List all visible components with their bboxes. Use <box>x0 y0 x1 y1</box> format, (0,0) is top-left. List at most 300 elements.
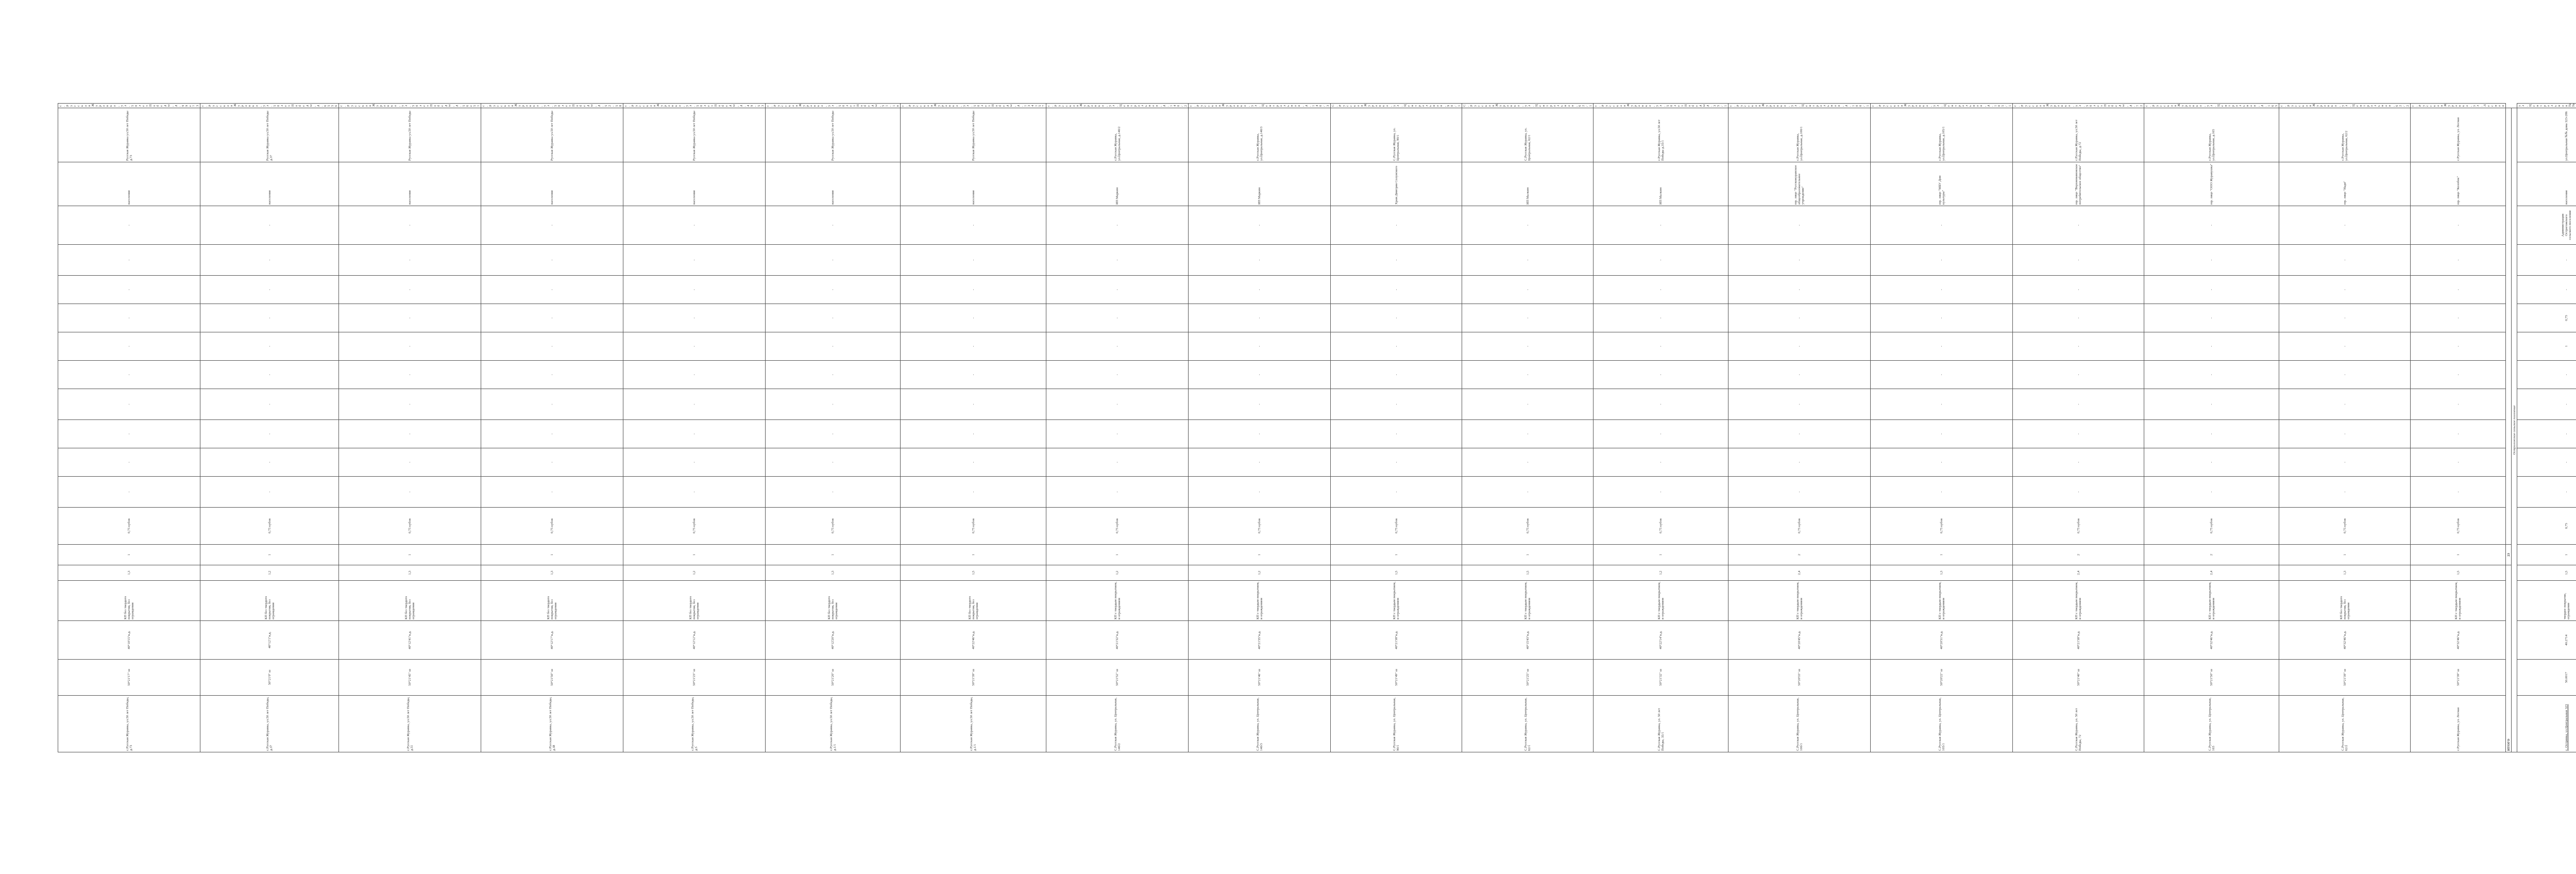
container-count-cell: 1 <box>1462 545 1594 565</box>
empty-value-cell: - <box>766 389 901 420</box>
surface-type-cell: КП без твердого покрытия, без ограждения <box>623 581 766 621</box>
longitude-cell: 40°32'46"в.д. <box>2411 621 2506 660</box>
empty-value-cell: - <box>623 245 766 276</box>
empty-value-cell: - <box>2411 420 2506 448</box>
owner-cell: ИП Малкин <box>1594 162 1728 206</box>
area-cell: 1,5 <box>1462 565 1594 581</box>
planned-count-cell: - <box>1462 332 1594 361</box>
latitude-cell: 50°21'39" ш <box>2279 660 2411 696</box>
empty-value-cell: - <box>200 420 339 448</box>
waste-source-cell: с.Русская Журавка, ул.Центральная, д.165 <box>2144 108 2279 162</box>
owner-admin-cell: - <box>1046 206 1189 245</box>
planned-volume-cell: - <box>58 304 200 332</box>
container-count-cell: 2 <box>2144 545 2279 565</box>
site-address-cell: С.Русская Журавка, ул. Центральная, 100/1 <box>1728 696 1871 752</box>
empty-value-cell: - <box>623 389 766 420</box>
table-row <box>2411 104 2506 752</box>
surface-type-cell: КП без твердого покрытия, без ограждения <box>766 581 901 621</box>
area-cell: 2,4 <box>2144 565 2279 581</box>
empty-value-cell: - <box>1728 245 1871 276</box>
table-row <box>2517 104 2576 752</box>
empty-value-cell: - <box>2144 477 2279 508</box>
empty-value-cell: - <box>2279 477 2411 508</box>
owner-admin-cell: - <box>1462 206 1594 245</box>
planned-volume-cell: - <box>1871 304 2013 332</box>
empty-value-cell: - <box>1871 361 2013 389</box>
area-cell: 1,2 <box>1189 565 1331 581</box>
site-address-cell: С.Русская Журавка, ул. Центральная, 90/1 <box>1331 696 1462 752</box>
empty-value-cell: - <box>2517 477 2576 508</box>
area-cell: 1,3 <box>58 565 200 581</box>
container-volume-cell: 0,75 кубов <box>1871 508 2013 545</box>
empty-value-cell: - <box>1462 420 1594 448</box>
owner-admin-cell: Администрация Острогожского сельского поселения <box>2517 206 2576 245</box>
empty-value-cell: - <box>901 245 1046 276</box>
owner-admin-cell: - <box>623 206 766 245</box>
planned-volume-cell: - <box>1728 304 1871 332</box>
empty-value-cell: - <box>1331 448 1462 477</box>
empty-value-cell: - <box>1594 276 1728 304</box>
latitude-cell: 50°21'23" ш <box>623 660 766 696</box>
empty-value-cell: - <box>766 245 901 276</box>
area-cell: 1,5 <box>2517 565 2576 581</box>
waste-source-cell: Русская Журавка ул.50 лет Победы д.73 <box>58 108 200 162</box>
empty-value-cell: - <box>2279 389 2411 420</box>
owner-admin-cell: - <box>200 206 339 245</box>
empty-value-cell: - <box>1728 420 1871 448</box>
container-volume-cell: 0,75 кубов <box>2411 508 2506 545</box>
empty-value-cell: - <box>766 361 901 389</box>
surface-type-cell: КП без твердого покрытия, без ограждения <box>58 581 200 621</box>
planned-count-cell: 1 <box>2517 332 2576 361</box>
empty-value-cell: - <box>2411 245 2506 276</box>
container-volume-cell: 0,75 кубов <box>766 508 901 545</box>
owner-admin-cell: - <box>766 206 901 245</box>
empty-value-cell: - <box>1594 477 1728 508</box>
container-volume-cell: 0,75 кубов <box>2013 508 2144 545</box>
site-address-cell: с.Русская Журавка, ул.50 лет Победы, д.37 <box>200 696 339 752</box>
container-count-cell: 1 <box>901 545 1046 565</box>
site-address-cell: с.Русская Журавка, ул.50 лет Победы, д.51 <box>339 696 481 752</box>
area-cell: 1,3 <box>766 565 901 581</box>
empty-value-cell: - <box>1594 389 1728 420</box>
latitude-cell: 50°21'32" ш <box>1594 660 1728 696</box>
surface-type-cell: КП с твердым покрытием, и ограждением <box>2013 581 2144 621</box>
empty-value-cell: - <box>2279 361 2411 389</box>
empty-value-cell: - <box>1046 389 1189 420</box>
container-volume-cell: 0,75 кубов <box>2144 508 2279 545</box>
planned-count-cell: - <box>766 332 901 361</box>
container-volume-cell: 0,75 кубов <box>339 508 481 545</box>
empty-value-cell: - <box>901 389 1046 420</box>
longitude-cell: 40°12'20"в.д. <box>766 621 901 660</box>
empty-value-cell: - <box>58 477 200 508</box>
container-count-cell: 1 <box>1046 545 1189 565</box>
container-volume-cell: 0,75 кубов <box>1728 508 1871 545</box>
latitude-cell: 50°21'0" ш <box>200 660 339 696</box>
empty-value-cell: - <box>1728 477 1871 508</box>
container-volume-cell: 0,75 кубов <box>1462 508 1594 545</box>
source-address-cell: с.Русская Журавка, ул.50 лет Победы, д.49-53 <box>623 104 766 108</box>
owner-cell: юр. лицо "ООО Журавушка" <box>2144 162 2279 206</box>
empty-value-cell: - <box>1871 389 2013 420</box>
empty-value-cell: - <box>481 276 623 304</box>
longitude-cell: 40°21'38"в.д. <box>2013 621 2144 660</box>
empty-value-cell: - <box>623 361 766 389</box>
empty-value-cell: - <box>2411 477 2506 508</box>
owner-admin-cell: - <box>2279 206 2411 245</box>
table-row <box>2144 104 2279 752</box>
empty-value-cell: - <box>339 448 481 477</box>
container-volume-cell: 0,75 кубов <box>623 508 766 545</box>
latitude-cell: 50°21'46" ш <box>1189 660 1331 696</box>
empty-value-cell: - <box>1728 361 1871 389</box>
planned-count-cell: - <box>58 332 200 361</box>
empty-value-cell: - <box>1189 477 1331 508</box>
empty-value-cell: - <box>481 477 623 508</box>
surface-type-cell: КП с твердым покрытием, и ограждением <box>1331 581 1462 621</box>
container-count-cell: 2 <box>2013 545 2144 565</box>
source-address-cell: с.Русская Журавка, ул.Центральная, д.140/3 <box>1189 104 1331 108</box>
container-count-cell: 1 <box>200 545 339 565</box>
area-cell: 2,4 <box>1728 565 1871 581</box>
empty-value-cell: - <box>1046 361 1189 389</box>
latitude-cell: 50°21'20" ш <box>766 660 901 696</box>
longitude-cell: 40°21'32"в.д. <box>1046 621 1189 660</box>
empty-value-cell: - <box>1046 477 1189 508</box>
source-address-cell: с.Русская Журавка, ул.Центральная, д.105/1 <box>1871 104 2013 108</box>
latitude-cell: 50°21'50" ш <box>481 660 623 696</box>
longitude-cell: 40°21'35"в.д. <box>1189 621 1331 660</box>
empty-value-cell: - <box>1871 245 2013 276</box>
total-label-cell: ИТОГО <box>2506 565 2512 752</box>
owner-cell: юр. лицо "Надя" <box>2279 162 2411 206</box>
planned-volume-cell: - <box>1331 304 1462 332</box>
owner-admin-cell: - <box>1331 206 1462 245</box>
owner-cell: ИП Маркин <box>1046 162 1189 206</box>
planned-volume-cell: - <box>2144 304 2279 332</box>
waste-source-cell: Русская Журавка ул.50 лет Победы <box>901 108 1046 162</box>
owner-admin-cell: - <box>1728 206 1871 245</box>
waste-source-cell: Русская Журавка ул.50 лет Победы <box>766 108 901 162</box>
empty-value-cell: - <box>2517 276 2576 304</box>
empty-value-cell: - <box>58 448 200 477</box>
owner-admin-cell: - <box>1189 206 1331 245</box>
empty-value-cell: - <box>481 389 623 420</box>
surface-type-cell: КП с твердым покрытием, и ограждением <box>1594 581 1728 621</box>
empty-value-cell: - <box>1462 276 1594 304</box>
empty-value-cell: - <box>2411 389 2506 420</box>
empty-value-cell: - <box>58 245 200 276</box>
empty-value-cell: - <box>339 477 481 508</box>
latitude-cell: 50°21'50" ш <box>2144 660 2279 696</box>
area-cell: 1,2 <box>200 565 339 581</box>
site-address-cell: С.Русская Журавка, ул. Центральная, 140/3 <box>1189 696 1331 752</box>
waste-source-cell: с.Русская Журавка, ул.50 лет Победы, д.72 <box>2013 108 2144 162</box>
empty-value-cell: - <box>481 361 623 389</box>
empty-value-cell: - <box>2517 245 2576 276</box>
empty-value-cell: - <box>1189 245 1331 276</box>
container-volume-cell: 0,75 кубов <box>58 508 200 545</box>
latitude-cell: 50°21'49" ш <box>1331 660 1462 696</box>
empty-value-cell: - <box>1871 448 2013 477</box>
longitude-cell: 40°12'12"в.д. <box>623 621 766 660</box>
surface-type-cell: КП без твердого покрытия, без ограждения <box>901 581 1046 621</box>
surface-type-cell: КП без твердого покрытия, без ограждения <box>339 581 481 621</box>
site-address-cell: с.Русская Журавка, ул.50 лет Победы, д.1/1 <box>766 696 901 752</box>
owner-cell: Храм Дмитрия Солунского <box>1331 162 1462 206</box>
area-cell: 2,4 <box>2013 565 2144 581</box>
owner-cell: население <box>766 162 901 206</box>
owner-cell: население <box>339 162 481 206</box>
waste-source-cell: Русская Журавка ул.50 лет Победы <box>623 108 766 162</box>
empty-value-cell: - <box>2517 361 2576 389</box>
empty-value-cell: - <box>1189 276 1331 304</box>
container-volume-cell: 0,75 <box>2517 508 2576 545</box>
source-address-cell: с.Русская Журавка, ул.50 лет Победы, д.72 <box>2013 104 2144 108</box>
empty-value-cell: - <box>1462 448 1594 477</box>
container-volume-cell: 0,75 кубов <box>1046 508 1189 545</box>
container-volume-cell: 0,75 кубов <box>1331 508 1462 545</box>
planned-volume-cell: - <box>200 304 339 332</box>
source-address-cell: с.Русская Журавка, ул.50 лет Победы, д.99е 73 <box>58 104 200 108</box>
area-cell: 1,2 <box>1046 565 1189 581</box>
owner-cell: юр. лицо "МБУ Дом культуры" <box>1871 162 2013 206</box>
latitude-cell: 50.0017 <box>2517 660 2576 696</box>
empty-value-cell: - <box>2144 245 2279 276</box>
empty-value-cell: - <box>2279 276 2411 304</box>
empty-value-cell: - <box>623 420 766 448</box>
empty-value-cell: - <box>2411 276 2506 304</box>
planned-volume-cell: - <box>2411 304 2506 332</box>
surface-type-cell: КП без твердого покрытия, без ограждения <box>200 581 339 621</box>
empty-value-cell: - <box>1728 276 1871 304</box>
area-cell: 1,3 <box>2279 565 2411 581</box>
table-row <box>1189 104 1331 752</box>
empty-value-cell: - <box>1046 448 1189 477</box>
planned-count-cell: - <box>1594 332 1728 361</box>
source-address-cell: с.Русская Журавка, ул.Центральная, д.140/2 <box>1046 104 1189 108</box>
longitude-cell: 40°21'38"в.д. <box>1331 621 1462 660</box>
planned-volume-cell: - <box>1594 304 1728 332</box>
planned-volume-cell: 0,75 <box>2517 304 2576 332</box>
latitude-cell: 50°21'45" ш <box>339 660 481 696</box>
empty-value-cell: - <box>1189 361 1331 389</box>
table-row <box>200 104 339 752</box>
empty-value-cell: - <box>1331 245 1462 276</box>
surface-type-cell: КП без твердого покрытия, без ограждения <box>2279 581 2411 621</box>
empty-value-cell: - <box>2013 477 2144 508</box>
empty-value-cell: - <box>339 361 481 389</box>
area-cell: 1,3 <box>481 565 623 581</box>
source-address-cell: с.Русская Журавка, ул.50 лет Победы, 51-1в <box>766 104 901 108</box>
waste-source-cell: Русская Журавка ул.50 лет Победы д.37 <box>200 108 339 162</box>
planned-count-cell: - <box>901 332 1046 361</box>
site-address-cell: С.Русская Журавка, ул. Центральная, 105/1 <box>1871 696 2013 752</box>
empty-value-cell: - <box>58 276 200 304</box>
empty-value-cell: - <box>339 276 481 304</box>
container-count-cell: 1 <box>766 545 901 565</box>
empty-value-cell: - <box>1728 389 1871 420</box>
latitude-cell: 50°21'25" ш <box>1462 660 1594 696</box>
empty-value-cell: - <box>623 276 766 304</box>
container-count-cell: 1 <box>2411 545 2506 565</box>
waste-source-cell: С.Русская Журавка, ул. Центральная, 90/1 <box>1331 108 1462 162</box>
empty-value-cell: - <box>1331 276 1462 304</box>
empty-value-cell: - <box>200 477 339 508</box>
empty-value-cell: - <box>2013 420 2144 448</box>
empty-value-cell: - <box>58 361 200 389</box>
empty-value-cell: - <box>1331 361 1462 389</box>
owner-admin-cell: - <box>2411 206 2506 245</box>
table-row <box>58 104 200 752</box>
container-volume-cell: 0,75 кубов <box>1594 508 1728 545</box>
planned-count-cell: - <box>2279 332 2411 361</box>
empty-value-cell: - <box>200 361 339 389</box>
owner-admin-cell: - <box>339 206 481 245</box>
longitude-cell: 40°15'43"в.д. <box>1462 621 1594 660</box>
planned-volume-cell: - <box>481 304 623 332</box>
surface-type-cell: КП с твердым покрытием, и ограждением <box>1189 581 1331 621</box>
planned-volume-cell: - <box>766 304 901 332</box>
site-address-cell: с.Русская Журавка, ул.50 лет Победы, д.73 <box>58 696 200 752</box>
container-volume-cell: 0,75 кубов <box>901 508 1046 545</box>
empty-value-cell: - <box>901 276 1046 304</box>
site-address-cell: с. Острянка, ул.Центральная 323 <box>2517 696 2576 752</box>
owner-admin-cell: - <box>2144 206 2279 245</box>
longitude-cell: 40°32'46"в.д. <box>2279 621 2411 660</box>
owner-cell: население <box>623 162 766 206</box>
empty-value-cell: - <box>339 420 481 448</box>
empty-value-cell: - <box>2144 389 2279 420</box>
planned-count-cell: - <box>2144 332 2279 361</box>
empty-value-cell: - <box>200 276 339 304</box>
container-count-cell: 1 <box>58 545 200 565</box>
owner-admin-cell: - <box>481 206 623 245</box>
empty-value-cell: - <box>2013 245 2144 276</box>
empty-value-cell: - <box>901 477 1046 508</box>
container-count-cell: 1 <box>2517 545 2576 565</box>
waste-source-cell: с.Русская Журавка, ул. Лесная <box>2411 108 2506 162</box>
empty-value-cell: - <box>1189 420 1331 448</box>
empty-value-cell: - <box>2144 420 2279 448</box>
waste-source-cell: с.Русская Журавка, ул.Центральная, д.105/1 <box>1871 108 2013 162</box>
empty-value-cell: - <box>481 245 623 276</box>
owner-admin-cell: - <box>2013 206 2144 245</box>
area-cell: 1,5 <box>901 565 1046 581</box>
empty-value-cell: - <box>1046 276 1189 304</box>
source-address-cell: с.Русская Журавка, ул.50 лет Победы, д.65 56 <box>200 104 339 108</box>
empty-value-cell: - <box>1594 420 1728 448</box>
section-title-cell: Острогожское сельское поселение <box>2512 108 2517 752</box>
site-address-cell: с.Русская Журавка, ул.50 лет Победы, д.1/1 <box>901 696 1046 752</box>
empty-value-cell: - <box>481 448 623 477</box>
table-row <box>2279 104 2411 752</box>
empty-value-cell: - <box>2279 245 2411 276</box>
container-count-cell: 1 <box>481 545 623 565</box>
planned-volume-cell: - <box>2279 304 2411 332</box>
empty-value-cell: - <box>1331 420 1462 448</box>
longitude-cell: 40°12'17"в.д. <box>481 621 623 660</box>
empty-value-cell: - <box>58 420 200 448</box>
planned-volume-cell: - <box>623 304 766 332</box>
empty-value-cell: - <box>1871 420 2013 448</box>
empty-value-cell: - <box>766 276 901 304</box>
table-row <box>1594 104 1728 752</box>
empty-value-cell: - <box>2144 361 2279 389</box>
empty-value-cell: - <box>1462 361 1594 389</box>
table-row <box>1331 104 1462 752</box>
longitude-cell: 40°10'15"в.д. <box>58 621 200 660</box>
empty-value-cell: - <box>2517 389 2576 420</box>
empty-value-cell: - <box>901 448 1046 477</box>
owner-cell: юр. лицо "Русскожуравское общеобразовательное учреждение" <box>1728 162 1871 206</box>
planned-count-cell: - <box>1331 332 1462 361</box>
surface-type-cell: КП с твердым покрытием, и ограждением <box>1046 581 1189 621</box>
owner-cell: население <box>901 162 1046 206</box>
source-address-cell: с.Русская Журавка, ул.50 лет Победы, д.134 157 <box>901 104 1046 108</box>
waste-sites-table <box>58 103 2576 752</box>
waste-source-cell: с.Русская Журавка, ул.Центральная, 62/2 <box>2279 108 2411 162</box>
latitude-cell: 50°21'39" ш <box>2411 660 2506 696</box>
planned-count-cell: - <box>1046 332 1189 361</box>
owner-cell: население <box>2517 162 2576 206</box>
planned-count-cell: - <box>2411 332 2506 361</box>
empty-value-cell: - <box>1871 276 2013 304</box>
empty-value-cell: - <box>58 389 200 420</box>
waste-source-cell: с.Русская Журавка, ул.50 лет Победы д.35/1 <box>1594 108 1728 162</box>
site-address-cell: С.Русская Журавка, ул. 50 лет Победы, 35/1 <box>1594 696 1728 752</box>
empty-value-cell: - <box>1189 448 1331 477</box>
empty-value-cell: - <box>2013 276 2144 304</box>
empty-value-cell: - <box>623 448 766 477</box>
empty-value-cell: - <box>200 448 339 477</box>
empty-value-cell: - <box>2013 361 2144 389</box>
empty-value-cell: - <box>2013 389 2144 420</box>
source-address-cell: с.Русская Журавка, ул.Центральная, 62/2 <box>2279 104 2411 108</box>
container-count-cell: 1 <box>1594 545 1728 565</box>
empty-value-cell: - <box>1462 389 1594 420</box>
container-count-cell: 1 <box>623 545 766 565</box>
site-address-cell: С.Русская Журавка, ул. 50 лет Победы, 72 <box>2013 696 2144 752</box>
total-count-cell: 23 <box>2506 545 2512 565</box>
surface-type-cell: КП с твердым покрытием, и ограждением <box>2144 581 2279 621</box>
empty-value-cell: - <box>1046 245 1189 276</box>
planned-count-cell: - <box>481 332 623 361</box>
latitude-cell: 50°21'17" ш <box>58 660 200 696</box>
longitude-cell: 40°20'45"в.д. <box>1728 621 1871 660</box>
surface-type-cell: твердое покрытие, ограждение <box>2517 581 2576 621</box>
container-volume-cell: 0,75 кубов <box>1189 508 1331 545</box>
empty-value-cell: - <box>2013 448 2144 477</box>
empty-value-cell: - <box>2411 448 2506 477</box>
site-address-cell: с.Русская Журавка, ул.50 лет Победы, д.5 <box>623 696 766 752</box>
container-volume-cell: 0,75 кубов <box>481 508 623 545</box>
container-volume-cell: 0,75 кубов <box>2279 508 2411 545</box>
planned-volume-cell: - <box>2013 304 2144 332</box>
container-count-cell: 1 <box>1331 545 1462 565</box>
table-row <box>1462 104 1594 752</box>
table-row <box>1871 104 2013 752</box>
source-address-cell: с.Русская Журавка, ул.Центральная, д.165 <box>2144 104 2279 108</box>
waste-source-cell: Русская Журавка ул.50 лет Победы <box>481 108 623 162</box>
planned-count-cell: - <box>1728 332 1871 361</box>
empty-value-cell: - <box>2279 448 2411 477</box>
empty-value-cell: - <box>766 420 901 448</box>
latitude-cell: 50°20'22" ш <box>1871 660 2013 696</box>
area-cell: 1,5 <box>1331 565 1462 581</box>
source-address-cell: с.Русская Журавка, ул.50 лет Победы, д.52-58 <box>481 104 623 108</box>
